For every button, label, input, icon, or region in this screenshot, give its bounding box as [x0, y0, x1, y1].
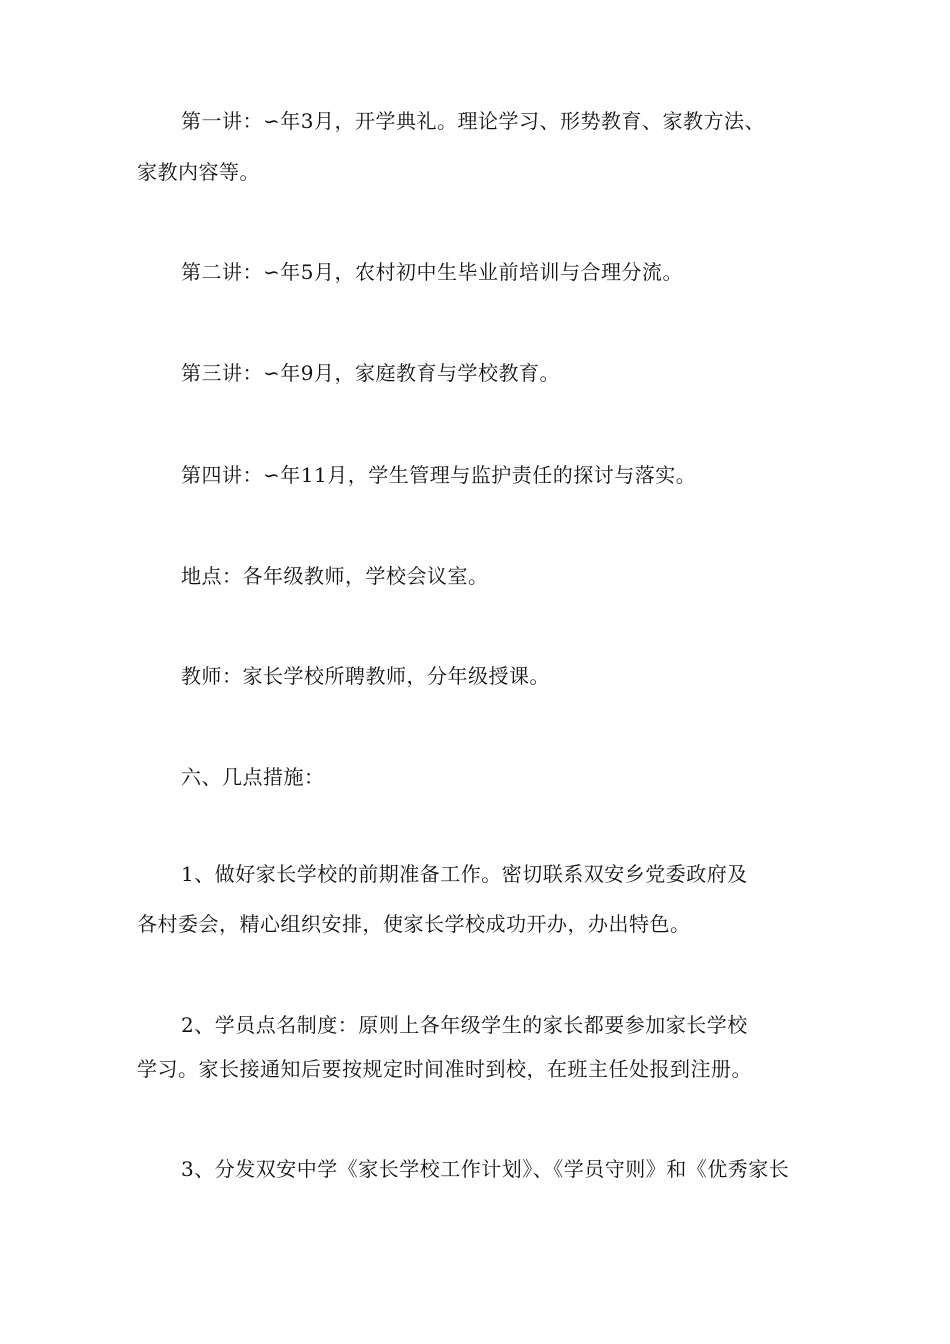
paragraph-line-lecture-1-cont: 家教内容等。	[137, 160, 260, 184]
paragraph-line-teachers: 教师：家长学校所聘教师，分年级授课。	[181, 664, 550, 688]
section-heading-measures: 六、几点措施：	[181, 765, 325, 789]
paragraph-line-measure-2: 2、学员点名制度：原则上各年级学生的家长都要参加家长学校	[181, 1013, 748, 1037]
paragraph-line-lecture-1: 第一讲：∽年3月，开学典礼。理论学习、形势教育、家教方法、	[181, 109, 765, 133]
paragraph-line-measure-1-cont: 各村委会，精心组织安排，使家长学校成功开办，办出特色。	[137, 912, 691, 936]
paragraph-line-lecture-4: 第四讲：∽年11月，学生管理与监护责任的探讨与落实。	[181, 463, 697, 487]
paragraph-line-lecture-2: 第二讲：∽年5月，农村初中生毕业前培训与合理分流。	[181, 260, 683, 284]
paragraph-line-measure-2-cont: 学习。家长接通知后要按规定时间准时到校，在班主任处报到注册。	[137, 1057, 752, 1081]
paragraph-line-lecture-3: 第三讲：∽年9月，家庭教育与学校教育。	[181, 361, 560, 385]
paragraph-line-measure-3: 3、分发双安中学《家长学校工作计划》、《学员守则》和《优秀家长	[181, 1157, 790, 1181]
paragraph-line-location: 地点：各年级教师，学校会议室。	[181, 564, 489, 588]
paragraph-line-measure-1: 1、做好家长学校的前期准备工作。密切联系双安乡党委政府及	[181, 862, 748, 886]
